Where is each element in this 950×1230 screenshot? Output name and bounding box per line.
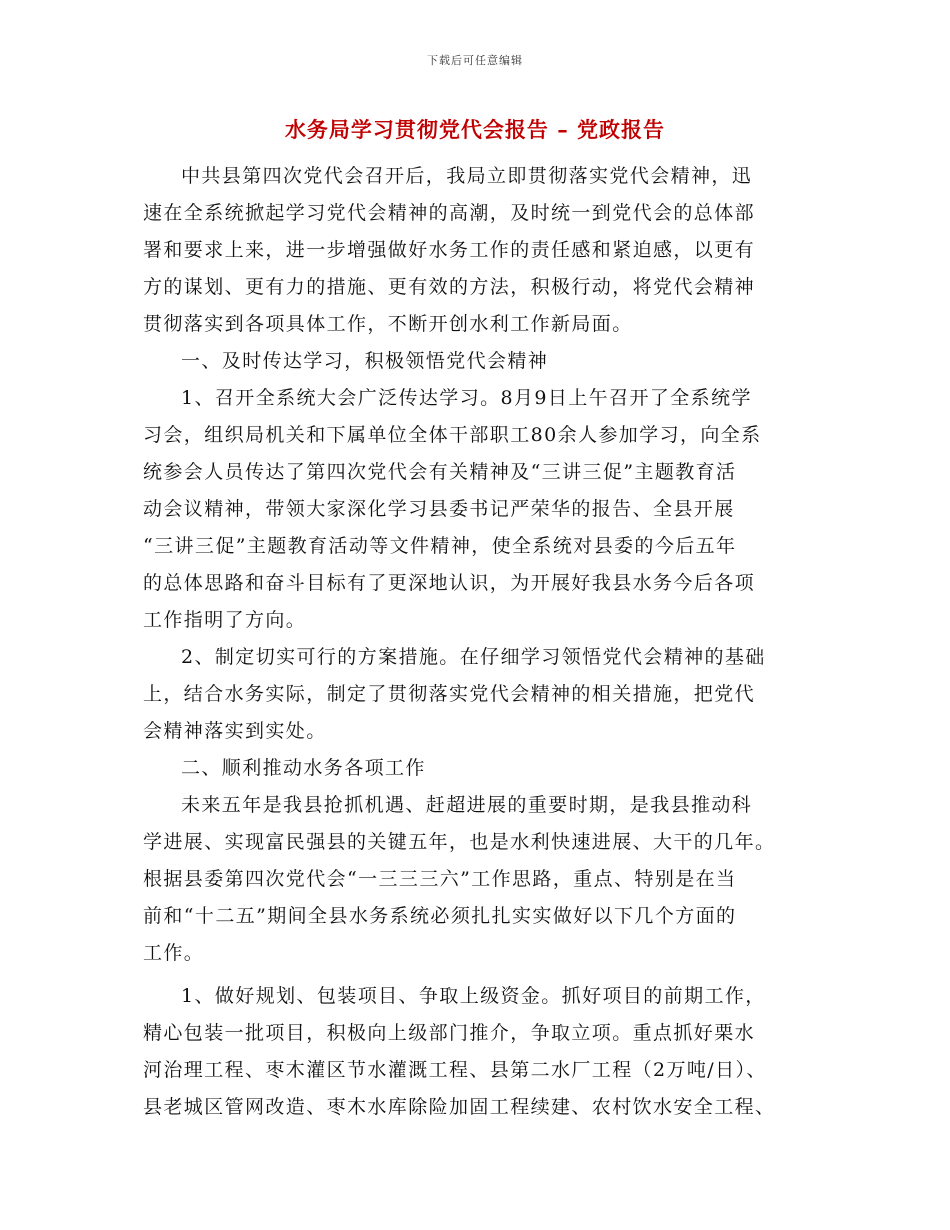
paragraph-line: 上，结合水务实际，制定了贯彻落实党代会精神的相关措施，把党代: [143, 683, 756, 705]
paragraph-line: 会精神落实到实处。: [143, 720, 327, 742]
paragraph-line: 1、召开全系统大会广泛传达学习。8月9日上午召开了全系统学: [181, 387, 752, 409]
paragraph-line: 精心包装一批项目，积极向上级部门推介，争取立项。重点抓好栗水: [143, 1022, 756, 1044]
paragraph-line: 习会，组织局机关和下属单位全体干部职工80余人参加学习，向全系: [143, 424, 762, 446]
paragraph-line: 的总体思路和奋斗目标有了更深地认识，为开展好我县水务今后各项: [143, 572, 756, 594]
paragraph-line: 根据县委第四次党代会“一三三三六”工作思路，重点、特别是在当: [143, 868, 737, 890]
paragraph: [143, 978, 813, 1126]
paragraph-line: 速在全系统掀起学习党代会精神的高潮，及时统一到党代会的总体部: [143, 202, 756, 224]
paragraph: [143, 158, 813, 343]
paragraph-line: 署和要求上来，进一步增强做好水务工作的责任感和紧迫感，以更有: [143, 239, 756, 261]
paragraph-line: 二、顺利推动水务各项工作: [181, 757, 426, 779]
header-note: 下载后可任意编辑: [427, 54, 523, 67]
paragraph: [143, 787, 813, 972]
paragraph-line: 河治理工程、枣木灌区节水灌溉工程、县第二水厂工程（2万吨/日）、: [143, 1059, 767, 1081]
paragraph: [143, 750, 813, 787]
paragraph-line: 1、做好规划、包装项目、争取上级资金。抓好项目的前期工作，: [181, 985, 766, 1007]
paragraph: [143, 380, 813, 639]
paragraph: [143, 343, 813, 380]
paragraph-line: 贯彻落实到各项具体工作，不断开创水利工作新局面。: [143, 313, 633, 335]
paragraph-line: 方的谋划、更有力的措施、更有效的方法，积极行动，将党代会精神: [143, 276, 756, 298]
paragraph-line: 县老城区管网改造、枣木水库除险加固工程续建、农村饮水安全工程、: [143, 1096, 776, 1118]
paragraph-line: 一、及时传达学习，积极领悟党代会精神: [181, 350, 549, 372]
paragraph-line: 2、制定切实可行的方案措施。在仔细学习领悟党代会精神的基础: [181, 646, 766, 668]
paragraph-line: 未来五年是我县抢抓机遇、赶超进展的重要时期，是我县推动科: [181, 794, 753, 816]
paragraph-line: 工作指明了方向。: [143, 609, 307, 631]
document-title: 水务局学习贯彻党代会报告 – 党政报告: [284, 117, 666, 142]
paragraph-line: 中共县第四次党代会召开后，我局立即贯彻落实党代会精神，迅: [181, 165, 753, 187]
document-body: [143, 158, 813, 1126]
paragraph-line: 统参会人员传达了第四次党代会有关精神及“三讲三促”主题教育活: [143, 461, 737, 483]
paragraph-line: “三讲三促”主题教育活动等文件精神，使全系统对县委的今后五年: [143, 535, 737, 557]
paragraph-line: 工作。: [143, 942, 205, 964]
paragraph-line: 学进展、实现富民强县的关键五年，也是水利快速进展、大干的几年。: [143, 831, 776, 853]
paragraph-line: 前和“十二五”期间全县水务系统必须扎扎实实做好以下几个方面的: [143, 905, 737, 927]
paragraph-line: 动会议精神，带领大家深化学习县委书记严荣华的报告、全县开展: [143, 498, 735, 520]
paragraph: [143, 639, 813, 750]
